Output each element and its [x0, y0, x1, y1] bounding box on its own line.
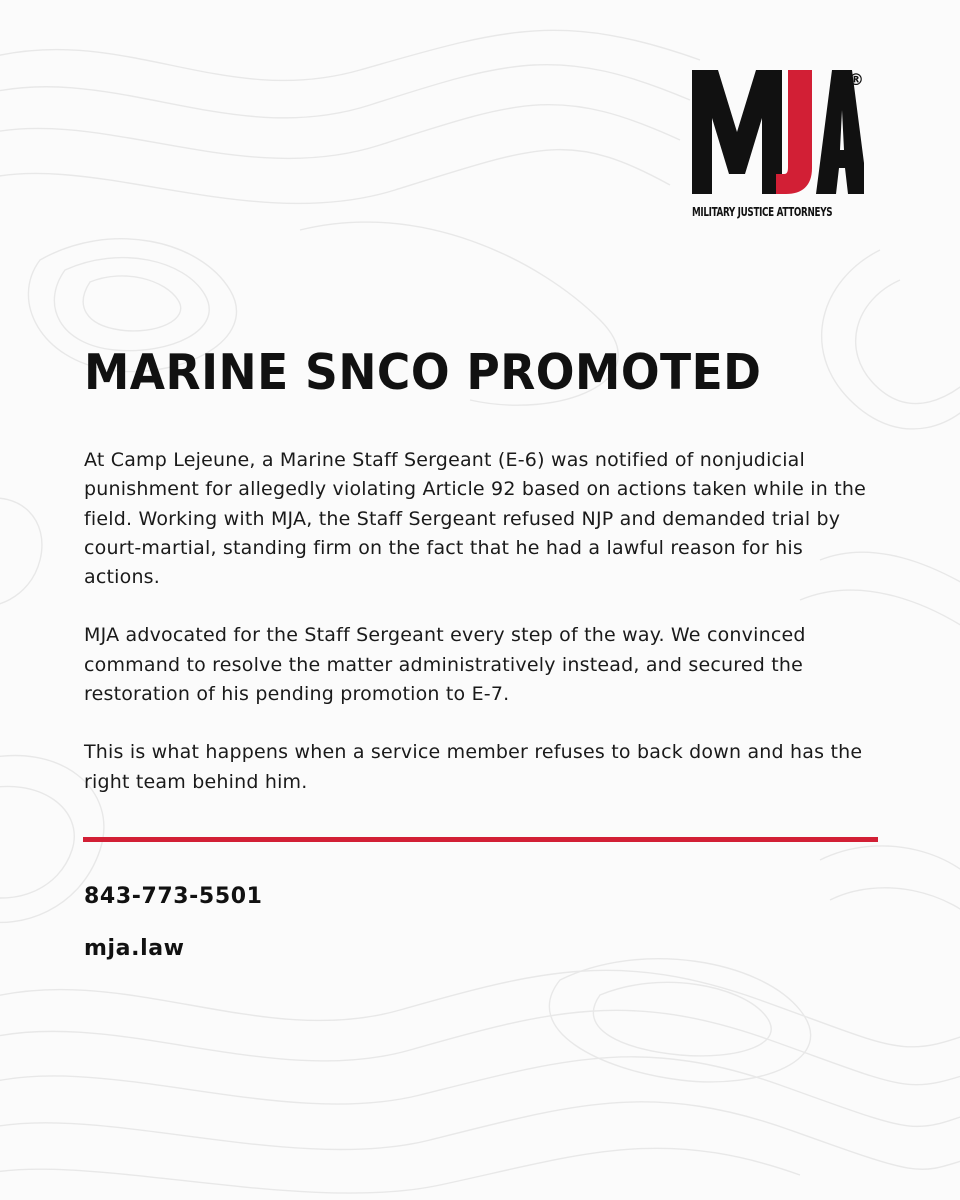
paragraph-1: At Camp Lejeune, a Marine Staff Sergeant (E-6) was notified of nonjudicial punishment for allegedly violating Article 92 based on actions taken while in the field. Working with MJA, the Staff Sergeant refused NJP and demanded trial by court-martial, standing firm on the fact that he had a lawful reason for his actions. — [84, 449, 866, 589]
paragraph-2: MJA advocated for the Staff Sergeant every step of the way. We convinced command to resolve the matter administratively instead, and secured the restoration of his pending promotion to E-7. — [84, 624, 806, 706]
red-divider — [83, 837, 878, 842]
logo-tagline: MILITARY JUSTICE ATTORNEYS — [692, 204, 833, 219]
logo-letter-m — [692, 70, 782, 194]
website-link[interactable]: mja.law — [84, 936, 185, 961]
paragraph-3: This is what happens when a service member refuses to back down and has the right team behind him. — [84, 741, 863, 793]
mja-logo-mark — [692, 70, 864, 194]
registered-mark: ® — [848, 70, 864, 89]
body-copy — [84, 446, 884, 826]
phone-number[interactable]: 843-773-5501 — [84, 884, 263, 909]
mja-logo — [690, 70, 868, 222]
headline: MARINE SNCO PROMOTED — [84, 344, 762, 401]
